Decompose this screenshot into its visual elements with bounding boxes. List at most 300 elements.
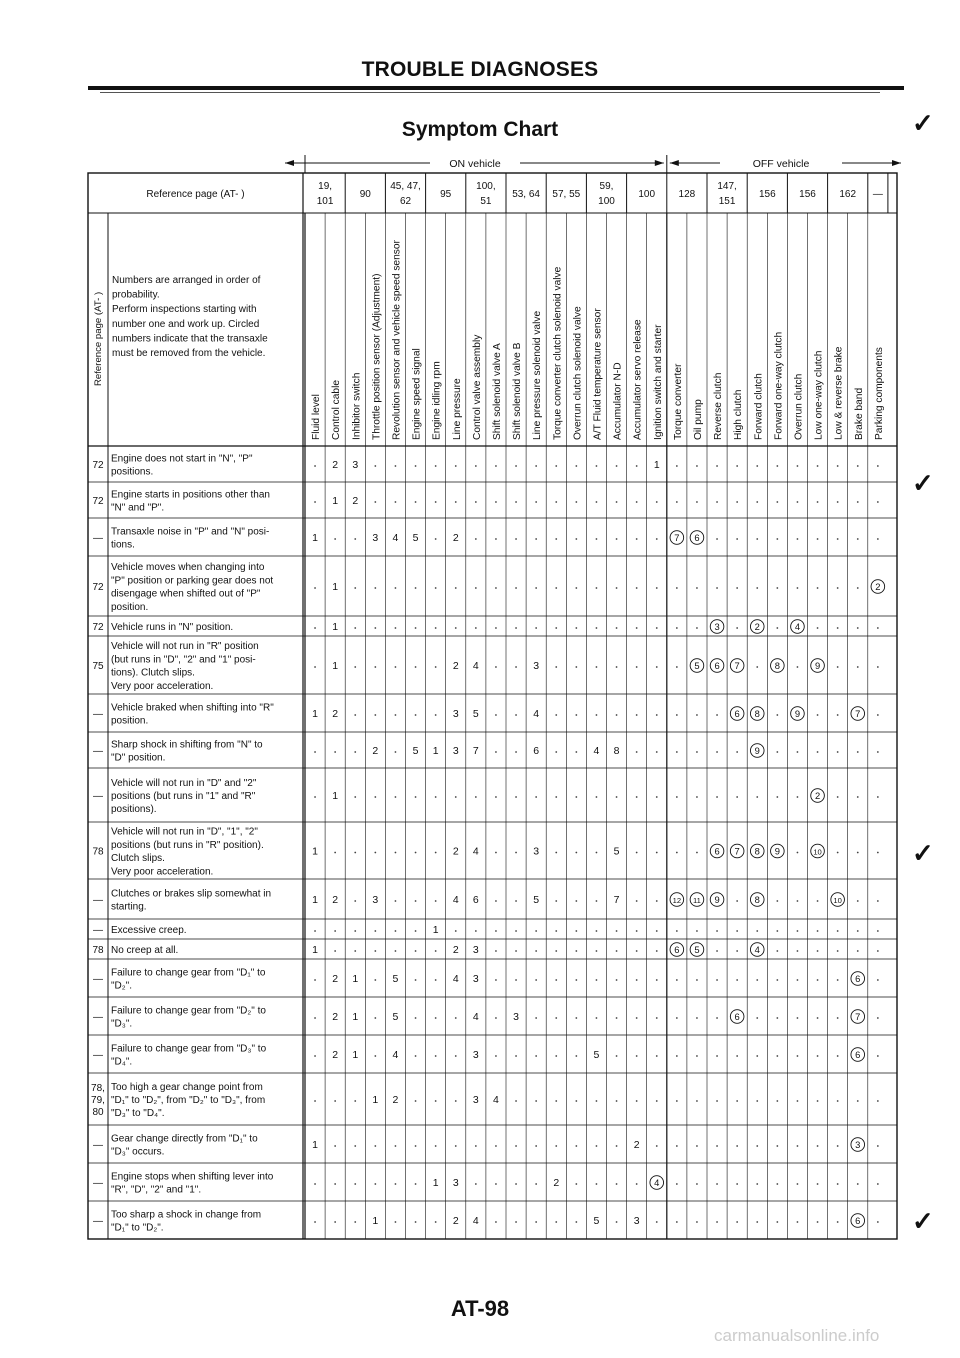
symptom-text: Sharp shock in shifting from "N" to — [111, 739, 263, 751]
check-mark-icon: ✓ — [912, 838, 934, 868]
empty-cell-dot — [837, 714, 839, 716]
empty-cell-dot — [596, 587, 598, 589]
empty-cell-dot — [776, 1183, 778, 1185]
arrow-left-icon — [285, 160, 294, 166]
probability-number: 5 — [472, 708, 479, 720]
empty-cell-dot — [736, 501, 738, 503]
empty-cell-dot — [596, 1100, 598, 1102]
empty-cell-dot — [475, 627, 477, 629]
circled-number-value: 8 — [754, 708, 760, 719]
row-reference-page: — — [93, 1178, 103, 1189]
empty-cell-dot — [696, 930, 698, 932]
empty-cell-dot — [716, 587, 718, 589]
empty-cell-dot — [636, 627, 638, 629]
empty-cell-dot — [415, 1145, 417, 1147]
empty-cell-dot — [877, 1017, 879, 1019]
empty-cell-dot — [817, 1055, 819, 1057]
empty-cell-dot — [696, 1221, 698, 1223]
empty-cell-dot — [776, 1017, 778, 1019]
chart-title: Symptom Chart — [401, 118, 559, 141]
empty-cell-dot — [515, 950, 517, 952]
empty-cell-dot — [596, 538, 598, 540]
empty-cell-dot — [736, 1145, 738, 1147]
empty-cell-dot — [415, 465, 417, 467]
empty-cell-dot — [857, 930, 859, 932]
probability-number: 1 — [352, 1011, 359, 1023]
probability-number: 4 — [452, 894, 459, 906]
symptom-text: position. — [111, 601, 149, 613]
empty-cell-dot — [596, 627, 598, 629]
side-reference-label: Reference page (AT- ) — [93, 291, 104, 386]
empty-cell-dot — [817, 627, 819, 629]
symptom-text: Engine stops when shifting lever into — [111, 1171, 274, 1183]
column-ref-page: 57, 55 — [552, 189, 581, 200]
empty-cell-dot — [475, 501, 477, 503]
empty-cell-dot — [877, 852, 879, 854]
empty-cell-dot — [435, 1221, 437, 1223]
empty-cell-dot — [776, 751, 778, 753]
probability-number: 1 — [312, 845, 318, 858]
empty-cell-dot — [736, 1221, 738, 1223]
empty-cell-dot — [495, 538, 497, 540]
probability-number: 4 — [472, 845, 479, 858]
empty-cell-dot — [435, 900, 437, 902]
note-line: must be removed from the vehicle. — [112, 348, 266, 359]
empty-cell-dot — [616, 627, 618, 629]
empty-cell-dot — [575, 852, 577, 854]
empty-cell-dot — [575, 538, 577, 540]
empty-cell-dot — [415, 666, 417, 668]
symptom-text: Too high a gear change point from — [111, 1081, 263, 1093]
empty-cell-dot — [555, 1055, 557, 1057]
circled-number-value: 6 — [855, 973, 861, 984]
empty-cell-dot — [676, 465, 678, 467]
column-header-8: Control valve assembly — [471, 334, 483, 440]
empty-cell-dot — [395, 587, 397, 589]
empty-cell-dot — [354, 1145, 356, 1147]
probability-number: 1 — [432, 745, 439, 757]
empty-cell-dot — [575, 714, 577, 716]
probability-number: 2 — [392, 1094, 399, 1106]
empty-cell-dot — [395, 930, 397, 932]
probability-number: 3 — [472, 944, 479, 956]
empty-cell-dot — [535, 627, 537, 629]
empty-cell-dot — [837, 751, 839, 753]
empty-cell-dot — [575, 627, 577, 629]
empty-cell-dot — [555, 666, 557, 668]
empty-cell-dot — [776, 900, 778, 902]
empty-cell-dot — [716, 751, 718, 753]
empty-cell-dot — [395, 796, 397, 798]
column-header-4: Revolution sensor and vehicle speed sensor — [391, 240, 403, 440]
column-header-17: Ignition switch and starter — [652, 324, 664, 440]
empty-cell-dot — [636, 796, 638, 798]
empty-cell-dot — [716, 1017, 718, 1019]
empty-cell-dot — [455, 930, 457, 932]
circled-number-value: 9 — [814, 660, 821, 671]
circled-number-value: 5 — [694, 660, 700, 671]
empty-cell-dot — [596, 930, 598, 932]
empty-cell-dot — [415, 1183, 417, 1185]
probability-number: 5 — [533, 894, 540, 906]
empty-cell-dot — [656, 666, 658, 668]
empty-cell-dot — [515, 1221, 517, 1223]
row-reference-page: 78 — [92, 846, 104, 858]
empty-cell-dot — [636, 538, 638, 540]
empty-cell-dot — [354, 751, 356, 753]
empty-cell-dot — [555, 501, 557, 503]
empty-cell-dot — [415, 714, 417, 716]
empty-cell-dot — [415, 930, 417, 932]
empty-cell-dot — [797, 796, 799, 798]
symptom-text: "D" position. — [111, 752, 166, 764]
empty-cell-dot — [776, 714, 778, 716]
empty-cell-dot — [515, 501, 517, 503]
column-ref-page: 100 — [638, 189, 656, 200]
empty-cell-dot — [857, 1100, 859, 1102]
empty-cell-dot — [555, 714, 557, 716]
row-reference-page: 78 — [92, 945, 104, 956]
row-reference-page: — — [93, 974, 103, 985]
empty-cell-dot — [616, 1055, 618, 1057]
symptom-text: positions (but runs in "R" position). — [111, 839, 264, 851]
empty-cell-dot — [877, 1221, 879, 1223]
probability-number: 3 — [472, 973, 479, 985]
empty-cell-dot — [455, 1017, 457, 1019]
empty-cell-dot — [596, 979, 598, 981]
probability-number: 2 — [332, 459, 339, 471]
probability-number: 5 — [392, 1011, 399, 1023]
circled-number-value: 2 — [754, 621, 760, 632]
empty-cell-dot — [797, 950, 799, 952]
column-header-9: Shift solenoid valve A — [491, 343, 503, 440]
circled-number-value: 8 — [754, 845, 760, 857]
row-reference-page: — — [93, 1216, 103, 1227]
probability-number: 4 — [472, 1011, 479, 1023]
empty-cell-dot — [656, 900, 658, 902]
column-header-12: Torque converter clutch solenoid valve — [552, 266, 564, 440]
empty-cell-dot — [314, 1221, 316, 1223]
empty-cell-dot — [616, 587, 618, 589]
empty-cell-dot — [374, 587, 376, 589]
empty-cell-dot — [676, 1221, 678, 1223]
empty-cell-dot — [776, 1100, 778, 1102]
empty-cell-dot — [696, 1183, 698, 1185]
empty-cell-dot — [616, 1183, 618, 1185]
circled-number-value: 6 — [855, 1049, 861, 1060]
empty-cell-dot — [636, 714, 638, 716]
empty-cell-dot — [535, 796, 537, 798]
empty-cell-dot — [797, 501, 799, 503]
note-line: probability. — [112, 289, 160, 301]
on-vehicle-label: ON vehicle — [449, 158, 501, 170]
empty-cell-dot — [455, 796, 457, 798]
probability-number: 2 — [332, 973, 339, 985]
probability-number: 3 — [533, 845, 540, 858]
empty-cell-dot — [716, 1100, 718, 1102]
empty-cell-dot — [395, 852, 397, 854]
empty-cell-dot — [374, 852, 376, 854]
empty-cell-dot — [354, 666, 356, 668]
empty-cell-dot — [555, 538, 557, 540]
empty-cell-dot — [676, 751, 678, 753]
empty-cell-dot — [817, 538, 819, 540]
empty-cell-dot — [756, 538, 758, 540]
column-ref-page: 156 — [799, 189, 816, 200]
circled-number-value: 2 — [875, 581, 881, 592]
empty-cell-dot — [314, 796, 316, 798]
empty-cell-dot — [857, 852, 859, 854]
probability-number: 1 — [432, 1177, 439, 1189]
empty-cell-dot — [535, 587, 537, 589]
empty-cell-dot — [756, 1145, 758, 1147]
empty-cell-dot — [435, 627, 437, 629]
probability-number: 4 — [593, 745, 600, 757]
empty-cell-dot — [736, 1055, 738, 1057]
probability-number: 1 — [312, 532, 318, 544]
symptom-text: Engine starts in positions other than — [111, 489, 270, 501]
probability-number: 4 — [472, 1215, 479, 1227]
note-line: number one and work up. Circled — [112, 318, 260, 330]
empty-cell-dot — [756, 1017, 758, 1019]
empty-cell-dot — [716, 950, 718, 952]
empty-cell-dot — [817, 1017, 819, 1019]
empty-cell-dot — [616, 930, 618, 932]
symptom-text: position. — [111, 715, 149, 727]
probability-number: 1 — [312, 944, 318, 956]
empty-cell-dot — [435, 1017, 437, 1019]
probability-number: 2 — [352, 495, 359, 507]
empty-cell-dot — [555, 1017, 557, 1019]
empty-cell-dot — [656, 930, 658, 932]
column-header-10: Shift solenoid valve B — [512, 342, 524, 440]
circled-number-value: 9 — [794, 708, 801, 719]
column-ref-page: 156 — [758, 189, 776, 200]
column-header-27: Brake band — [853, 387, 865, 440]
empty-cell-dot — [877, 751, 879, 753]
empty-cell-dot — [415, 950, 417, 952]
empty-cell-dot — [495, 796, 497, 798]
empty-cell-dot — [636, 501, 638, 503]
empty-cell-dot — [395, 1183, 397, 1185]
empty-cell-dot — [736, 1183, 738, 1185]
empty-cell-dot — [616, 538, 618, 540]
empty-cell-dot — [314, 1100, 316, 1102]
empty-cell-dot — [616, 1221, 618, 1223]
empty-cell-dot — [515, 900, 517, 902]
row-reference-page: — — [93, 1050, 103, 1061]
empty-cell-dot — [797, 1183, 799, 1185]
empty-cell-dot — [596, 1183, 598, 1185]
empty-cell-dot — [475, 796, 477, 798]
empty-cell-dot — [797, 930, 799, 932]
circled-number-value: 6 — [674, 944, 680, 955]
empty-cell-dot — [374, 950, 376, 952]
symptom-text: Very poor acceleration. — [111, 680, 214, 692]
empty-cell-dot — [837, 666, 839, 668]
arrow-right-icon — [892, 160, 901, 166]
empty-cell-dot — [696, 627, 698, 629]
empty-cell-dot — [716, 465, 718, 467]
empty-cell-dot — [756, 501, 758, 503]
empty-cell-dot — [314, 1183, 316, 1185]
empty-cell-dot — [575, 1221, 577, 1223]
empty-cell-dot — [515, 538, 517, 540]
empty-cell-dot — [575, 587, 577, 589]
empty-cell-dot — [776, 950, 778, 952]
empty-cell-dot — [575, 666, 577, 668]
probability-number: 2 — [452, 660, 459, 672]
empty-cell-dot — [837, 1100, 839, 1102]
empty-cell-dot — [636, 751, 638, 753]
empty-cell-dot — [616, 796, 618, 798]
empty-cell-dot — [857, 666, 859, 668]
empty-cell-dot — [696, 587, 698, 589]
row-reference-page: — — [93, 746, 103, 757]
probability-number: 2 — [372, 745, 379, 757]
probability-number: 3 — [533, 660, 540, 672]
probability-number: 5 — [593, 1215, 600, 1227]
circled-number-value: 9 — [774, 845, 780, 857]
empty-cell-dot — [314, 1017, 316, 1019]
empty-cell-dot — [515, 1055, 517, 1057]
empty-cell-dot — [334, 1100, 336, 1102]
empty-cell-dot — [596, 852, 598, 854]
probability-number: 1 — [332, 495, 339, 507]
empty-cell-dot — [495, 900, 497, 902]
empty-cell-dot — [495, 1221, 497, 1223]
empty-cell-dot — [837, 1183, 839, 1185]
empty-cell-dot — [314, 627, 316, 629]
probability-number: 2 — [553, 1177, 560, 1189]
empty-cell-dot — [374, 1017, 376, 1019]
empty-cell-dot — [495, 714, 497, 716]
empty-cell-dot — [656, 627, 658, 629]
probability-number: 7 — [472, 745, 479, 757]
empty-cell-dot — [776, 501, 778, 503]
empty-cell-dot — [596, 714, 598, 716]
empty-cell-dot — [535, 1145, 537, 1147]
row-reference-page: 72 — [92, 460, 104, 471]
empty-cell-dot — [575, 1017, 577, 1019]
symptom-text: "D₃". — [111, 1018, 133, 1030]
empty-cell-dot — [776, 1145, 778, 1147]
circled-number-value: 4 — [754, 944, 760, 955]
empty-cell-dot — [696, 751, 698, 753]
column-header-25: Low one-way clutch — [813, 350, 825, 440]
empty-cell-dot — [797, 1055, 799, 1057]
empty-cell-dot — [575, 979, 577, 981]
probability-number: 5 — [392, 973, 399, 985]
empty-cell-dot — [475, 1183, 477, 1185]
empty-cell-dot — [797, 587, 799, 589]
empty-cell-dot — [736, 538, 738, 540]
empty-cell-dot — [334, 852, 336, 854]
empty-cell-dot — [374, 714, 376, 716]
probability-number: 1 — [332, 581, 339, 593]
symptom-text: Vehicle braked when shifting into "R" — [111, 702, 274, 714]
column-ref-page: 45, 47, — [390, 181, 421, 192]
empty-cell-dot — [857, 1183, 859, 1185]
empty-cell-dot — [676, 979, 678, 981]
empty-cell-dot — [314, 501, 316, 503]
empty-cell-dot — [334, 950, 336, 952]
probability-number: 6 — [472, 894, 479, 906]
empty-cell-dot — [696, 1145, 698, 1147]
empty-cell-dot — [696, 465, 698, 467]
empty-cell-dot — [756, 1055, 758, 1057]
probability-number: 6 — [533, 745, 540, 757]
empty-cell-dot — [435, 587, 437, 589]
empty-cell-dot — [415, 852, 417, 854]
probability-number: 3 — [472, 1049, 479, 1061]
empty-cell-dot — [395, 627, 397, 629]
empty-cell-dot — [435, 950, 437, 952]
empty-cell-dot — [756, 796, 758, 798]
empty-cell-dot — [736, 796, 738, 798]
circled-number-value: 3 — [855, 1139, 861, 1150]
empty-cell-dot — [495, 950, 497, 952]
empty-cell-dot — [515, 714, 517, 716]
empty-cell-dot — [515, 930, 517, 932]
empty-cell-dot — [756, 465, 758, 467]
empty-cell-dot — [817, 1221, 819, 1223]
probability-number: 1 — [332, 660, 339, 672]
empty-cell-dot — [857, 796, 859, 798]
empty-cell-dot — [756, 1183, 758, 1185]
symptom-text: "D₁" to "D₂", from "D₂" to "D₃", from — [111, 1095, 266, 1106]
empty-cell-dot — [475, 587, 477, 589]
symptom-text: starting. — [111, 901, 147, 913]
empty-cell-dot — [495, 1145, 497, 1147]
empty-cell-dot — [374, 796, 376, 798]
empty-cell-dot — [596, 501, 598, 503]
empty-cell-dot — [535, 1017, 537, 1019]
check-mark-icon: ✓ — [912, 1206, 934, 1236]
empty-cell-dot — [495, 587, 497, 589]
symptom-text: Very poor acceleration. — [111, 866, 214, 878]
empty-cell-dot — [817, 751, 819, 753]
empty-cell-dot — [716, 1145, 718, 1147]
empty-cell-dot — [736, 979, 738, 981]
empty-cell-dot — [797, 1100, 799, 1102]
symptom-text: "D₂". — [111, 980, 132, 992]
empty-cell-dot — [797, 465, 799, 467]
empty-cell-dot — [435, 1055, 437, 1057]
probability-number: 2 — [332, 1049, 339, 1061]
empty-cell-dot — [495, 501, 497, 503]
empty-cell-dot — [736, 587, 738, 589]
empty-cell-dot — [314, 587, 316, 589]
empty-cell-dot — [334, 1221, 336, 1223]
empty-cell-dot — [636, 930, 638, 932]
empty-cell-dot — [736, 751, 738, 753]
empty-cell-dot — [696, 1017, 698, 1019]
note-line: Perform inspections starting with — [112, 304, 257, 316]
empty-cell-dot — [455, 627, 457, 629]
symptom-text: Vehicle moves when changing into — [111, 562, 265, 574]
circled-number-value: 7 — [855, 708, 861, 719]
empty-cell-dot — [575, 900, 577, 902]
empty-cell-dot — [415, 900, 417, 902]
empty-cell-dot — [837, 796, 839, 798]
empty-cell-dot — [837, 950, 839, 952]
empty-cell-dot — [857, 465, 859, 467]
empty-cell-dot — [656, 501, 658, 503]
column-header-7: Line pressure — [451, 378, 463, 440]
empty-cell-dot — [455, 465, 457, 467]
empty-cell-dot — [374, 1183, 376, 1185]
